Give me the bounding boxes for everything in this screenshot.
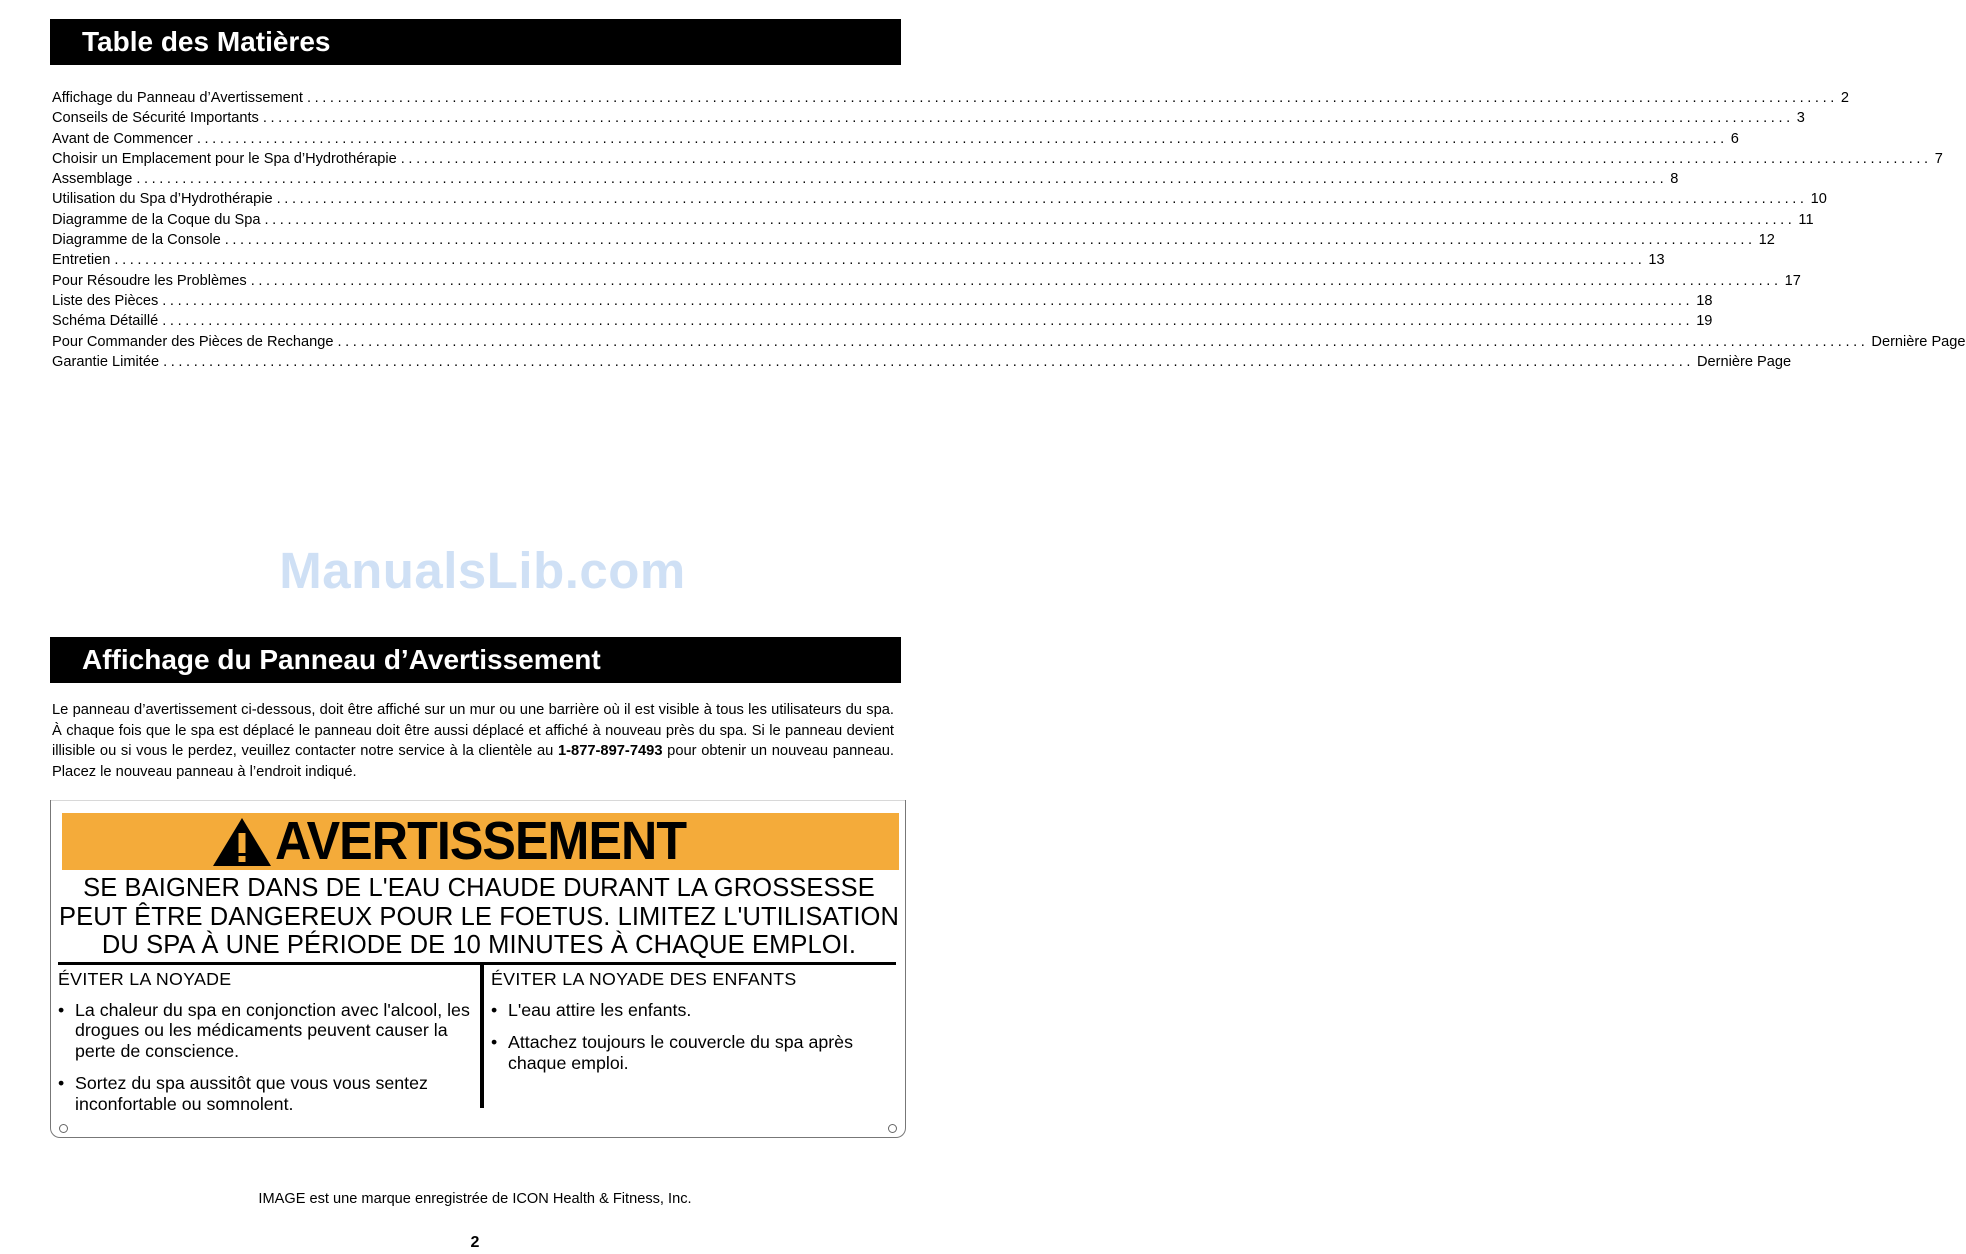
right-bullet: • Attachez toujours le couvercle du spa après chaque emploi.	[491, 1032, 899, 1073]
toc-entry	[52, 332, 1966, 352]
warning-main-line: PEUT ÊTRE DANGEREUX POUR LE FOETUS. LIMITEZ L'UTILISATION	[59, 902, 899, 931]
toc-entry	[52, 129, 1739, 149]
toc-entry	[52, 271, 1801, 291]
toc-leader-dots: ........................................................................................................................................................................................................	[196, 130, 1728, 147]
toc-leader-dots: ........................................................................................................................................................................................................	[136, 171, 1668, 188]
warning-triangle-icon	[211, 816, 273, 868]
warning-main-line: DU SPA À UNE PÉRIODE DE 10 MINUTES À CHAQUE EMPLOI.	[101, 931, 857, 959]
toc-entry-title: Avant de Commencer	[52, 130, 193, 147]
table-of-contents	[52, 88, 1966, 372]
toc-leader-dots: ........................................................................................................................................................................................................	[162, 313, 1694, 330]
toc-entry	[52, 352, 1792, 372]
toc-entry-page: Dernière Page	[1697, 353, 1792, 370]
trademark-note: IMAGE est une marque enregistrée de ICON Health & Fitness, Inc.	[258, 1191, 692, 1207]
toc-entry-page: 17	[1784, 272, 1801, 289]
toc-entry-title: Affichage du Panneau d’Avertissement	[52, 90, 303, 106]
toc-leader-dots: ........................................................................................................................................................................................................	[264, 211, 1796, 228]
toc-entry	[52, 311, 1713, 331]
toc-entry	[52, 149, 1943, 169]
warning-sign-main-text	[56, 874, 902, 960]
left-bullet: • Sortez du spa aussitôt que vous vous sentez inconfortable ou somnolent.	[58, 1073, 476, 1114]
toc-entry-page: 7	[1934, 150, 1943, 167]
toc-leader-dots: ........................................................................................................................................................................................................	[250, 272, 1782, 289]
toc-entry	[52, 189, 1827, 209]
toc-entry-title: Assemblage	[52, 171, 133, 188]
warning-main-line: SE BAIGNER DANS DE L'EAU CHAUDE DURANT LA GROSSESSE	[83, 874, 875, 902]
toc-entry-page: 19	[1696, 313, 1713, 330]
toc-entry	[52, 88, 1850, 108]
toc-entry-title: Diagramme de la Console	[52, 232, 221, 249]
toc-entry	[52, 250, 1665, 270]
warning-sign-header	[62, 813, 899, 870]
toc-entry-title: Diagramme de la Coque du Spa	[52, 211, 261, 228]
sign-column-divider	[480, 965, 484, 1108]
toc-heading: Table des Matières	[50, 19, 901, 65]
toc-entry-title: Pour Résoudre les Problèmes	[52, 272, 247, 289]
toc-leader-dots: ........................................................................................................................................................................................................	[276, 191, 1808, 208]
toc-entry-title: Entretien	[52, 252, 111, 269]
toc-leader-dots: ........................................................................................................................................................................................................	[262, 110, 1794, 127]
mounting-hole-left	[59, 1124, 68, 1133]
toc-entry-title: Utilisation du Spa d’Hydrothérapie	[52, 191, 273, 208]
toc-entry	[52, 108, 1805, 128]
right-bullet: • L'eau attire les enfants.	[491, 1000, 899, 1021]
warning-sign-title: AVERTISSEMENT	[275, 811, 687, 871]
toc-leader-dots: ........................................................................................................................................................................................................	[306, 90, 1838, 106]
page-number: 2	[470, 1234, 480, 1251]
toc-entry	[52, 210, 1814, 230]
toc-leader-dots: ........................................................................................................................................................................................................	[400, 150, 1932, 167]
intro-text-after-phone: pour obtenir un nouveau panneau. Placez le nouveau panneau à l’endroit indiqué.	[52, 743, 895, 780]
sign-horizontal-rule	[58, 962, 896, 965]
toc-leader-dots: ........................................................................................................................................................................................................	[337, 333, 1869, 350]
toc-entry-title: Conseils de Sécurité Importants	[52, 110, 259, 127]
intro-text-before-phone: Le panneau d’avertissement ci-dessous, doit être affiché sur un mur ou une barrière où il est visible à tous les utilisateurs du spa. À chaque fois que le spa est déplacé le panneau doit être aussi déplacé et affiché à nouveau près du spa. Si le panneau devient illisible ou si vous le perdez, veuillez contacter notre service à la clientèle au	[52, 702, 894, 760]
toc-entry	[52, 291, 1713, 311]
warning-intro-paragraph	[52, 700, 894, 782]
toc-entry-title: Liste des Pièces	[52, 292, 159, 309]
toc-entry	[52, 230, 1775, 250]
toc-entry-title: Pour Commander des Pièces de Rechange	[52, 333, 334, 350]
watermark: ManualsLib.com	[279, 542, 686, 599]
toc-entry	[52, 169, 1679, 189]
toc-entry-page: 13	[1648, 252, 1665, 269]
toc-entry-page: Dernière Page	[1871, 333, 1966, 350]
left-column-heading: ÉVITER LA NOYADE	[58, 969, 232, 989]
toc-entry-page: 12	[1758, 232, 1775, 249]
toc-entry-title: Garantie Limitée	[52, 353, 160, 370]
sign-right-column	[491, 969, 899, 1085]
phone-number: 1-877-897-7493	[557, 743, 663, 760]
toc-entry-page: 11	[1798, 211, 1814, 228]
right-column-heading: ÉVITER LA NOYADE DES ENFANTS	[491, 969, 797, 989]
toc-leader-dots: ........................................................................................................................................................................................................	[114, 252, 1646, 269]
toc-leader-dots: ........................................................................................................................................................................................................	[162, 292, 1694, 309]
sign-left-column	[58, 969, 476, 1126]
toc-entry-title: Schéma Détaillé	[52, 313, 159, 330]
warning-section-heading: Affichage du Panneau d’Avertissement	[50, 637, 901, 683]
mounting-hole-right	[888, 1124, 897, 1133]
left-bullet: • La chaleur du spa en conjonction avec l'alcool, les drogues ou les médicaments peuvent causer la perte de conscience.	[58, 1000, 476, 1062]
toc-entry-page: 18	[1696, 292, 1713, 309]
toc-entry-page: 8	[1670, 171, 1679, 188]
toc-entry-page: 3	[1796, 110, 1805, 127]
toc-leader-dots: ........................................................................................................................................................................................................	[163, 353, 1694, 370]
toc-entry-page: 10	[1810, 191, 1827, 208]
toc-entry-title: Choisir un Emplacement pour le Spa d’Hydrothérapie	[52, 150, 397, 167]
toc-leader-dots: ........................................................................................................................................................................................................	[224, 232, 1756, 249]
toc-entry-page: 6	[1730, 130, 1739, 147]
toc-entry-page: 2	[1840, 90, 1850, 106]
